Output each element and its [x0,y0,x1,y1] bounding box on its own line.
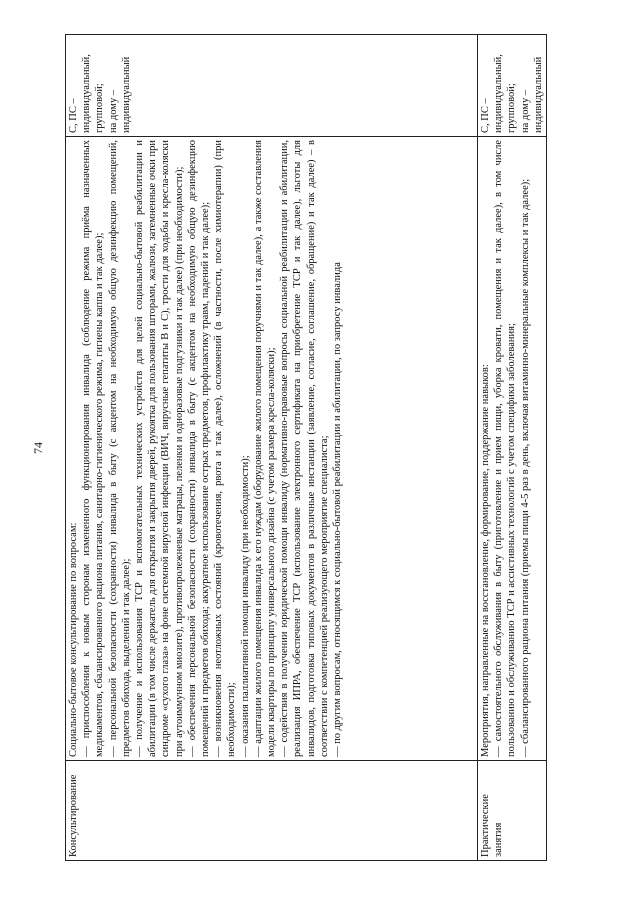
list-item: — содействия в получении юридической помощи инвалиду (нормативно-правовые вопросы социальной реабилитации и абилитации, реализация ИПРА, обеспечение ТСР (использование электронного сертификата на приобретение ТСР и так далее), льготы для инвалидов, подготовка типовых документов в различные инстанции (заявление, согласие, соглашение, обращение) и так далее) – в соответствии с компетенцией реализующего мероприятие специалиста; [279,140,330,757]
list-item: — приспособления к новым сторонам измененного функционирования инвалида (соблюдение режима приёма назначенных медикаментов, сбалансированного рациона питания, санитарно-гигиенического режима, гигиены каппа и так далее); [81,140,106,757]
form-line: групповой; [506,83,518,133]
form-line: групповой; [94,83,106,133]
intro-text: Социально-бытовое консультирование по вопросам: [68,522,79,757]
list-item: — сбалансированного рациона питания (приемы пищи 4-5 раз в день, включая витаминно-минеральные комплексы и так далее); [519,178,531,757]
category-label: Практические занятия [480,794,505,857]
table-row [478,35,547,861]
form-line: индивидуальный [120,56,132,133]
form-line: С, ПС – [68,98,79,133]
list-item: — адаптации жилого помещения инвалида к его нуждам (оборудование жилого помещения поручнями и так далее), а также составления модели квартиры по принципу универсального дизайна (с учетом размера кресла-коляски); [252,140,278,757]
category-cell [478,761,547,861]
form-line: индивидуальный [532,56,544,133]
list-item: — по другим вопросам, относящимся к социально-бытовой реабилитации и абилитации, по запросу инвалида [332,262,344,757]
category-label: Консультирование [68,774,79,857]
page-number: 74 [31,442,45,454]
list-item: — персональной безопасности (сохранности) инвалида в быту (с акцентом на необходимую общую дезинфекцию помещений, предметов обихода, выделений и так далее); [107,140,132,757]
list-item: — получение и использования ТСР и вспомогательных технических устройств для целей социально-бытовой реабилитации и абилитации (в том числе держатель для открытия и закрытия дверей, рукоятка для пользования шторами, жалюзи, затемненные очки при синдроме «сухого глаза» на фоне системной вирусной инфекции (ВИЧ, вирусные гепатиты В и С), трости для ходьбы и кресла-коляски при аутоиммунном миозите), противопролежневые матрацы, пеленки и одноразовые подгузники и так далее) (при необходимости); [134,140,185,757]
intro-text: Мероприятия, направленные на восстановление, формирование, поддержание навыков: [480,364,491,757]
list-item: — обеспечения персональной безопасности (сохранности) инвалида в быту (с акцентом на необходимую общую дезинфекцию помещений и предметов обихода; аккуратное использование острых предметов, профилактику травм, падений и так далее); [186,140,212,757]
content-cell [478,137,547,761]
category-cell [66,761,478,861]
form-cell [66,35,478,137]
form-line: на дому – [107,89,119,133]
list-item: — самостоятельного обслуживания в быту (приготовление и прием пищи, уборка кровати, помещения и так далее), в том числе пользованию и обслуживанию ТСР и ассистивных технологий с учетом специфики заболевания; [493,140,518,757]
form-cell [478,35,547,137]
form-line: С, ПС – [480,98,491,133]
list-item: — возникновения неотложных состояний (кровотечения, рвота и так далее), осложнений (в частности, после химиотерапии) (при необходимости); [213,140,238,757]
rotated-document-page [31,35,607,861]
form-line: индивидуальный, [493,54,505,133]
form-line: индивидуальный, [81,54,93,133]
list-item: — оказания паллиативной помощи инвалиду (при необходимости); [239,455,251,757]
rehabilitation-table [65,34,547,861]
table-row [66,35,478,861]
form-line: на дому – [519,89,531,133]
content-cell [66,137,478,761]
